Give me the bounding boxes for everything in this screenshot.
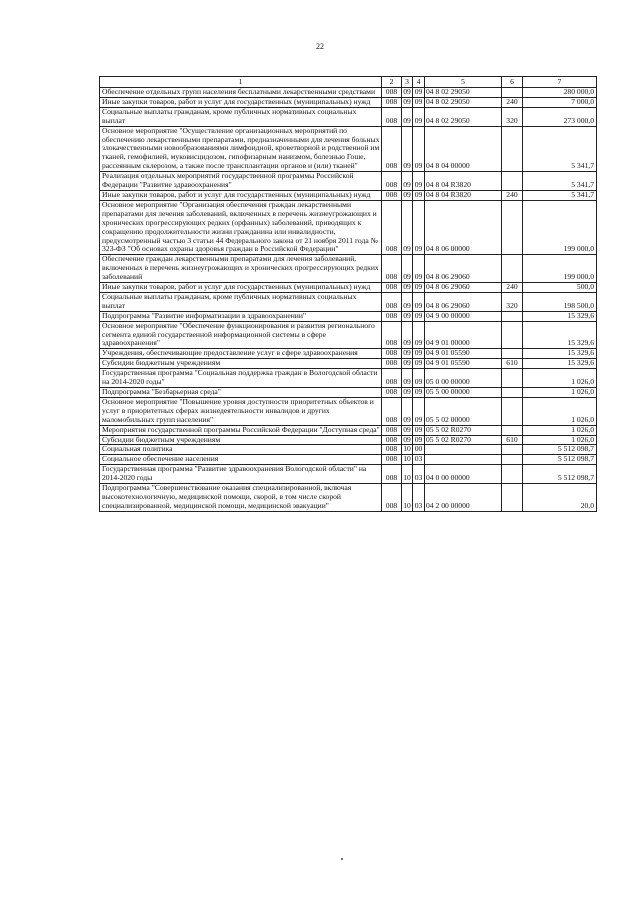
table-row [100,359,597,369]
row-section-cell: 09 [402,369,413,388]
row-subsection-cell: 09 [413,369,425,388]
row-subsection-cell: 09 [413,425,425,435]
row-name-cell: Основное мероприятие "Осуществление организационных мероприятий по обеспечению лекарственными препаратами, предназначенными для лечения больных злокачественными новообразованиями лимфоидной, кроветворной и родственной им тканей, гемофилией, муковисцидозом, гипофизарным нанизмом, болезнью Гоше, рассеянным склерозом, а также после трансплантации органов и (или) тканей" [100,126,382,172]
row-name-cell: Иные закупки товаров, работ и услуг для государственных (муниципальных) нужд [100,283,382,293]
header-cell-2: 2 [382,77,402,88]
header-cell-4: 4 [413,77,425,88]
row-target-article-cell [425,445,502,455]
row-amount-cell: 5 512 098,7 [523,465,597,484]
row-ministry-code-cell: 008 [382,349,402,359]
row-subsection-cell: 09 [413,190,425,200]
row-expense-type-cell [502,172,523,191]
row-section-cell: 09 [403,97,411,106]
row-section-cell: 09 [402,292,413,311]
row-subsection-cell: 03 [413,455,425,465]
row-subsection-cell: 09 [413,435,425,445]
row-ministry-code-cell: 008 [382,292,402,311]
row-amount-cell: 273 000,0 [523,107,597,126]
row-section-cell: 09 [403,87,411,96]
row-subsection-cell: 09 [413,283,425,293]
row-subsection-cell: 09 [413,172,425,191]
row-name-cell: Иные закупки товаров, работ и услуг для государственных (муниципальных) нужд [100,97,382,107]
row-ministry-code-cell: 008 [382,107,402,126]
row-expense-type-cell [502,445,523,455]
row-amount-cell: 199 000,0 [523,255,597,283]
row-amount-cell: 5 512 098,7 [523,455,597,465]
row-expense-type-cell: 320 [502,292,523,311]
row-target-article-cell: 04 8 02 29050 [425,107,502,126]
row-name-cell: Мероприятия государственной программы Российской Федерации "Доступная среда" [100,425,382,435]
row-target-article-cell: 04 8 06 29060 [425,292,502,311]
row-target-article-cell: 04 8 06 00000 [425,200,502,254]
row-expense-type-cell [502,88,523,98]
row-expense-type-cell [502,321,523,349]
row-section-cell: 09 [403,387,411,396]
row-subsection-cell: 09 [413,107,425,126]
row-subsection-cell: 09 [413,359,425,369]
table-row [100,445,597,455]
row-section-cell: 10 [402,484,413,512]
row-ministry-code-cell: 008 [382,283,402,293]
row-name-cell: Подпрограмма "Развитие информатизации в здравоохранении" [100,311,382,321]
row-subsection-cell: 09 [413,388,425,398]
row-target-article-cell: 04 0 00 00000 [425,465,502,484]
row-target-article-cell: 04 8 02 29050 [425,97,502,107]
row-ministry-code-cell: 008 [382,445,402,455]
table-row [100,255,597,283]
row-section-cell: 10 [403,454,411,464]
table-row [100,88,597,98]
row-amount-cell: 5 341,7 [523,190,597,200]
row-section-cell: 09 [403,282,411,292]
row-name-cell: Основное мероприятие "Организация обеспечения граждан лекарственными препаратами для лечения заболеваний, включенных в перечень жизнеугрожающих и хронических прогрессирующих редких (орфанных) заболеваний, приводящих к сокращению продолжительности жизни гражданина или инвалидности, предусмотренный частью 3 статьи 44 Федерального закона от 21 ноября 2011 года № 323-ФЗ "Об основах охраны здоровья граждан в Российской Федерации" [100,200,382,254]
table-row [100,397,597,425]
header-cell-1: 1 [100,77,382,88]
row-expense-type-cell [502,311,523,321]
row-section-cell: 09 [403,348,411,358]
row-name-cell: Субсидии бюджетным учреждениям [100,359,382,369]
row-amount-cell: 5 341,7 [523,126,597,172]
table-row [100,97,597,107]
row-amount-cell: 1 026,0 [523,397,597,425]
row-section-cell: 09 [402,321,413,349]
row-name-cell: Социальные выплаты гражданам, кроме публичных нормативных социальных выплат [100,292,382,311]
page-number: 22 [316,42,324,51]
row-name-cell: Социальное обеспечение населения [100,455,382,465]
row-amount-cell: 199 000,0 [523,200,597,254]
row-amount-cell: 1 026,0 [523,369,597,388]
row-name-cell: Подпрограмма "Безбарьерная среда" [100,388,382,398]
row-section-cell: 09 [403,425,411,434]
row-section-cell: 09 [403,358,411,368]
header-cell-6: 6 [502,77,523,88]
row-ministry-code-cell: 008 [382,435,402,445]
row-amount-cell: 15 329,6 [523,321,597,349]
row-subsection-cell: 03 [413,465,425,484]
row-target-article-cell: 04 8 04 R3820 [425,172,502,191]
row-ministry-code-cell: 008 [382,97,402,107]
row-name-cell: Государственная программа "Социальная поддержка граждан в Вологодской области на 2014-2020 годы" [100,369,382,388]
row-subsection-cell: 09 [413,255,425,283]
page-mark [341,858,343,860]
row-ministry-code-cell: 008 [382,359,402,369]
row-name-cell: Государственная программа "Развитие здравоохранения Вологодской области" на 2014-2020 годы [100,465,382,484]
row-ministry-code-cell: 008 [382,484,402,512]
row-ministry-code-cell: 008 [382,126,402,172]
table-row [100,425,597,435]
row-target-article-cell: 05 5 02 R0270 [425,435,502,445]
row-amount-cell: 5 341,7 [523,172,597,191]
table-row [100,369,597,388]
row-name-cell: Социальные выплаты гражданам, кроме публичных нормативных социальных выплат [100,107,382,126]
row-expense-type-cell [502,349,523,359]
row-expense-type-cell [502,484,523,512]
row-ministry-code-cell: 008 [382,255,402,283]
row-expense-type-cell [502,388,523,398]
row-ministry-code-cell: 008 [382,200,402,254]
table-row [100,126,597,172]
row-section-cell: 09 [402,172,413,191]
row-expense-type-cell [502,200,523,254]
row-ministry-code-cell: 008 [382,397,402,425]
row-subsection-cell: 09 [413,349,425,359]
table-row [100,200,597,254]
row-section-cell: 09 [403,435,411,444]
row-ministry-code-cell: 008 [382,465,402,484]
row-target-article-cell: 05 5 02 00000 [425,397,502,425]
row-ministry-code-cell: 008 [382,190,402,200]
header-cell-5: 5 [425,77,502,88]
table-row [100,465,597,484]
row-subsection-cell: 09 [413,321,425,349]
table-row [100,455,597,465]
row-name-cell: Обеспечение отдельных групп населения бесплатными лекарственными средствами [100,88,382,98]
row-amount-cell: 1 026,0 [523,435,597,445]
table-row [100,311,597,321]
row-target-article-cell [425,455,502,465]
budget-table [99,76,597,512]
row-subsection-cell: 09 [413,88,425,98]
header-cell-7: 7 [523,77,597,88]
header-row [100,77,597,88]
row-expense-type-cell [502,425,523,435]
row-expense-type-cell: 240 [502,97,523,107]
table-row [100,349,597,359]
table-row [100,190,597,200]
row-amount-cell: 20,0 [523,484,597,512]
row-expense-type-cell [502,126,523,172]
row-ministry-code-cell: 008 [382,425,402,435]
row-amount-cell: 1 026,0 [523,388,597,398]
row-target-article-cell: 04 9 01 00000 [425,321,502,349]
row-amount-cell: 5 512 098,7 [523,445,597,455]
row-target-article-cell: 04 8 06 29060 [425,255,502,283]
row-target-article-cell: 04 8 04 R3820 [425,190,502,200]
row-expense-type-cell [502,397,523,425]
table-row [100,283,597,293]
row-name-cell: Основное мероприятие "Повышение уровня доступности приоритетных объектов и услуг в приоритетных сферах жизнедеятельности инвалидов и других маломобильных групп населения" [100,397,382,425]
row-name-cell: Подпрограмма "Совершенствование оказания специализированной, включая высокотехнологичную, медицинской помощи, скорой, в том числе скорой специализированной, медицинской помощи, медицинской эвакуации" [100,484,382,512]
row-subsection-cell: 09 [413,200,425,254]
row-expense-type-cell [502,465,523,484]
row-section-cell: 09 [402,255,413,283]
table-row [100,292,597,311]
row-section-cell: 09 [402,107,413,126]
row-amount-cell: 1 026,0 [523,425,597,435]
row-target-article-cell: 04 8 02 29050 [425,88,502,98]
row-target-article-cell: 04 8 04 00000 [425,126,502,172]
row-subsection-cell: 09 [413,311,425,321]
row-subsection-cell: 09 [413,292,425,311]
row-name-cell: Реализация отдельных мероприятий государственной программы Российской Федерации "Развитие здравоохранения" [100,172,382,191]
row-amount-cell: 15 329,6 [523,349,597,359]
table-row [100,435,597,445]
row-expense-type-cell: 240 [502,283,523,293]
row-expense-type-cell: 320 [502,107,523,126]
row-target-article-cell: 05 0 00 00000 [425,369,502,388]
row-target-article-cell: 04 8 06 29060 [425,283,502,293]
row-subsection-cell: 09 [413,126,425,172]
row-name-cell: Иные закупки товаров, работ и услуг для государственных (муниципальных) нужд [100,190,382,200]
row-expense-type-cell [502,369,523,388]
row-name-cell: Социальная политика [100,445,382,455]
row-name-cell: Субсидии бюджетным учреждениям [100,435,382,445]
table-row [100,321,597,349]
row-target-article-cell: 05 5 00 00000 [425,388,502,398]
row-section-cell: 10 [402,465,413,484]
row-subsection-cell: 03 [413,484,425,512]
table-row [100,388,597,398]
row-name-cell: Основное мероприятие "Обеспечение функционирования и развития регионального сегмента единой государственной информационной системы в сфере здравоохранения" [100,321,382,349]
table-row [100,172,597,191]
row-ministry-code-cell: 008 [382,172,402,191]
row-subsection-cell: 09 [413,397,425,425]
row-section-cell: 09 [403,190,411,199]
row-name-cell: Учреждения, обеспечивающие предоставление услуг в сфере здравоохранения [100,349,382,359]
row-ministry-code-cell: 008 [382,311,402,321]
row-section-cell: 09 [402,397,413,425]
row-amount-cell: 7 000,0 [523,97,597,107]
row-amount-cell: 280 000,0 [523,88,597,98]
row-ministry-code-cell: 008 [382,388,402,398]
row-expense-type-cell: 610 [502,359,523,369]
header-cell-3: 3 [402,77,413,88]
row-target-article-cell: 04 9 01 05590 [425,359,502,369]
row-name-cell: Обеспечение граждан лекарственными препаратами для лечения заболеваний, включенных в перечень жизнеугрожающих и хронических прогрессирующих редких заболеваний [100,255,382,283]
row-amount-cell: 500,0 [523,283,597,293]
row-subsection-cell: 00 [413,445,425,455]
row-section-cell: 10 [403,444,411,454]
table-row [100,484,597,512]
row-amount-cell: 15 329,6 [523,311,597,321]
row-ministry-code-cell: 008 [382,369,402,388]
table-row [100,107,597,126]
row-expense-type-cell [502,455,523,465]
row-ministry-code-cell: 008 [382,321,402,349]
row-target-article-cell: 04 9 00 00000 [425,311,502,321]
row-target-article-cell: 04 9 01 05590 [425,349,502,359]
row-expense-type-cell: 240 [502,190,523,200]
row-amount-cell: 15 329,6 [523,359,597,369]
row-subsection-cell: 09 [413,97,425,107]
row-section-cell: 09 [403,311,411,320]
row-amount-cell: 198 500,0 [523,292,597,311]
row-target-article-cell: 05 5 02 R0270 [425,425,502,435]
row-expense-type-cell: 610 [502,435,523,445]
row-target-article-cell: 04 2 00 00000 [425,484,502,512]
row-section-cell: 09 [402,126,413,172]
row-ministry-code-cell: 008 [382,455,402,465]
row-section-cell: 09 [402,200,413,254]
row-ministry-code-cell: 008 [382,88,402,98]
row-expense-type-cell [502,255,523,283]
